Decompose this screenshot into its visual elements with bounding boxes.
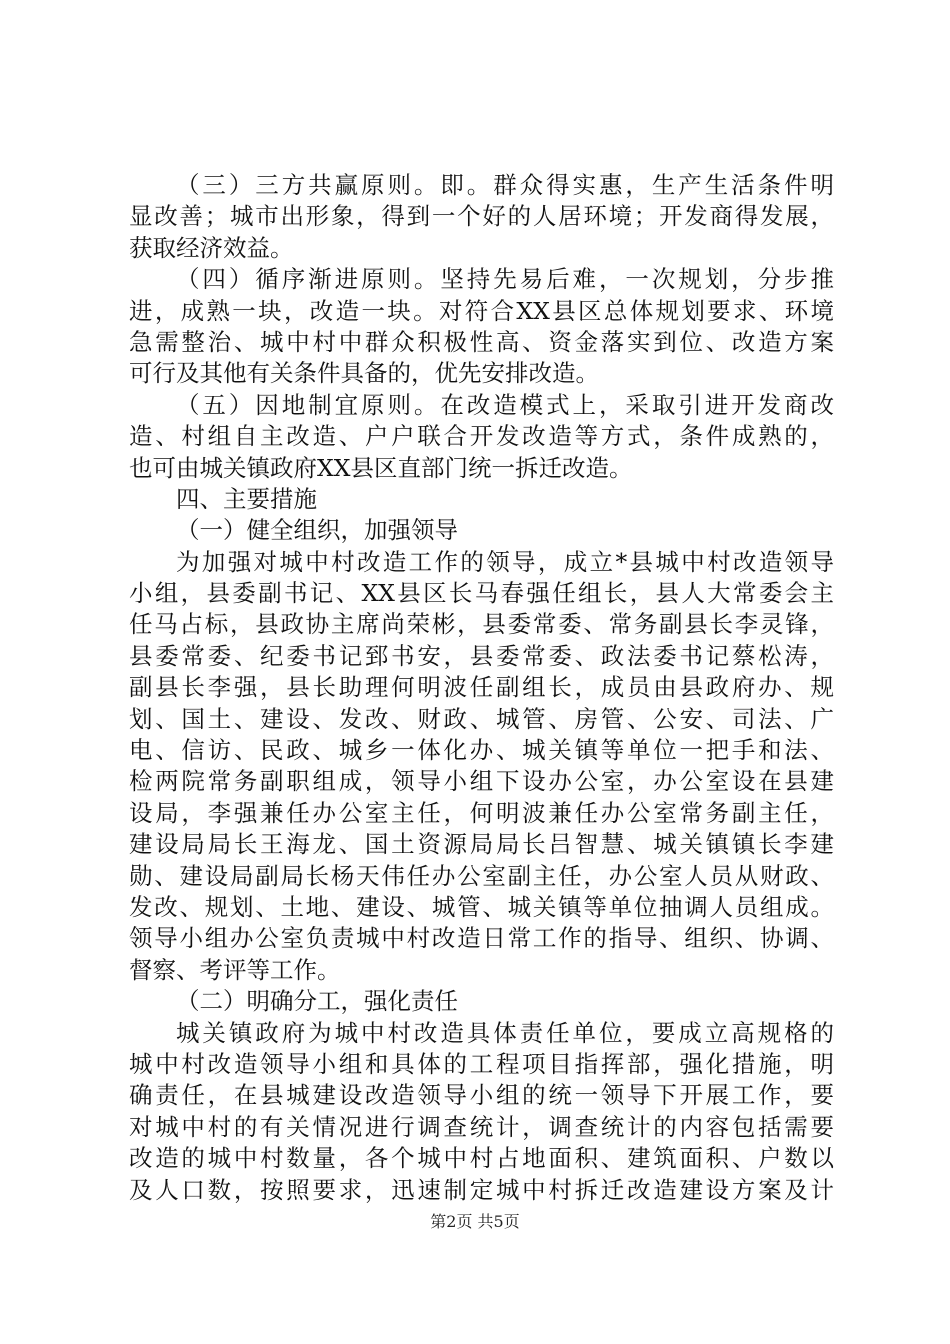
text-line: （三）三方共赢原则。即。群众得实惠，生产生活条件明	[176, 171, 834, 199]
text-line: 建设局局长王海龙、国土资源局局长吕智慧、城关镇镇长李建	[129, 830, 834, 859]
text-line: 副县长李强，县长助理何明波任副组长，成员由县政府办、规	[129, 673, 834, 702]
text-line: 设局，李强兼任办公室主任，何明波兼任办公室常务副主任，	[129, 798, 834, 827]
text-line: 领导小组办公室负责城中村改造日常工作的指导、组织、协调、	[129, 924, 834, 953]
text-line: 可行及其他有关条件具备的，优先安排改造。	[129, 359, 599, 388]
text-line: 督察、考评等工作。	[129, 955, 341, 984]
text-line: 小组，县委副书记、XX县区长马春强任组长，县人大常委会主	[129, 579, 834, 608]
text-line: 任马占标，县政协主席尚荣彬，县委常委、常务副县长李灵锋，	[129, 610, 834, 639]
text-line: 及人口数，按照要求，迅速制定城中村拆迁改造建设方案及计	[129, 1175, 834, 1204]
text-line: 划、国土、建设、发改、财政、城管、房管、公安、司法、广	[129, 704, 834, 733]
text-line: 为加强对城中村改造工作的领导，成立*县城中村改造领导	[176, 547, 834, 576]
text-line: 城关镇政府为城中村改造具体责任单位，要成立高规格的	[176, 1018, 834, 1047]
text-line: （二）明确分工，强化责任	[176, 987, 458, 1016]
text-line: 发改、规划、土地、建设、城管、城关镇等单位抽调人员组成。	[129, 892, 834, 921]
text-line: 获取经济效益。	[129, 233, 294, 262]
text-line: 县委常委、纪委书记郅书安，县委常委、政法委书记蔡松涛，	[129, 641, 834, 670]
text-line: 电、信访、民政、城乡一体化办、城关镇等单位一把手和法、	[129, 736, 834, 765]
page-number: 第2页 共5页	[430, 1212, 520, 1231]
text-line: 进，成熟一块，改造一块。对符合XX县区总体规划要求、环境	[129, 296, 834, 325]
text-line: 对城中村的有关情况进行调查统计，调查统计的内容包括需要	[129, 1112, 834, 1141]
text-line: 造、村组自主改造、户户联合开发改造等方式，条件成熟的，	[129, 422, 834, 451]
text-line: 确责任，在县城建设改造领导小组的统一领导下开展工作，要	[129, 1081, 834, 1110]
text-line: 急需整治、城中村中群众积极性高、资金落实到位、改造方案	[129, 327, 834, 356]
text-line: 改造的城中村数量，各个城中村占地面积、建筑面积、户数以	[129, 1144, 834, 1173]
text-line: （四）循序渐进原则。坚持先易后难，一次规划，分步推	[176, 265, 834, 294]
document-body	[129, 170, 834, 1206]
text-line: 显改善；城市出形象，得到一个好的人居环境；开发商得发展，	[129, 202, 834, 231]
text-line: 检两院常务副职组成，领导小组下设办公室，办公室设在县建	[129, 767, 834, 796]
text-line: 城中村改造领导小组和具体的工程项目指挥部，强化措施，明	[129, 1049, 834, 1078]
page-footer	[0, 1212, 950, 1232]
text-line: 四、主要措施	[176, 484, 317, 513]
text-line: （五）因地制宜原则。在改造模式上，采取引进开发商改	[176, 390, 834, 419]
text-line: 勋、建设局副局长杨天伟任办公室副主任，办公室人员从财政、	[129, 861, 834, 890]
text-line: 也可由城关镇政府XX县区直部门统一拆迁改造。	[129, 453, 633, 482]
text-line: （一）健全组织，加强领导	[176, 516, 458, 545]
